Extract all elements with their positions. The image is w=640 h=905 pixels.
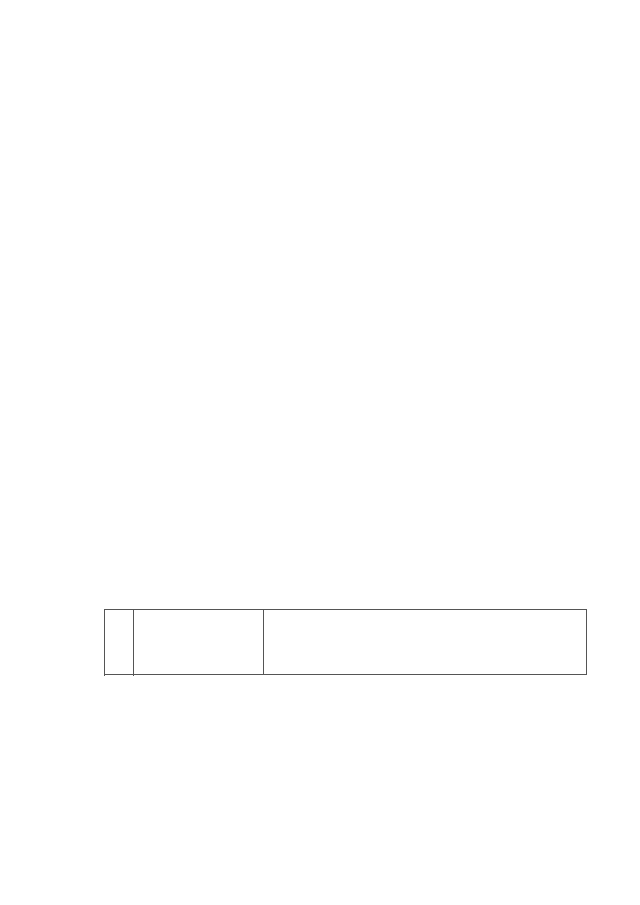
- food-norms-table: [104, 609, 587, 675]
- age-header: [264, 610, 587, 675]
- product-header: [134, 610, 264, 675]
- table-header-row: [105, 610, 587, 675]
- table-cell: [105, 610, 134, 675]
